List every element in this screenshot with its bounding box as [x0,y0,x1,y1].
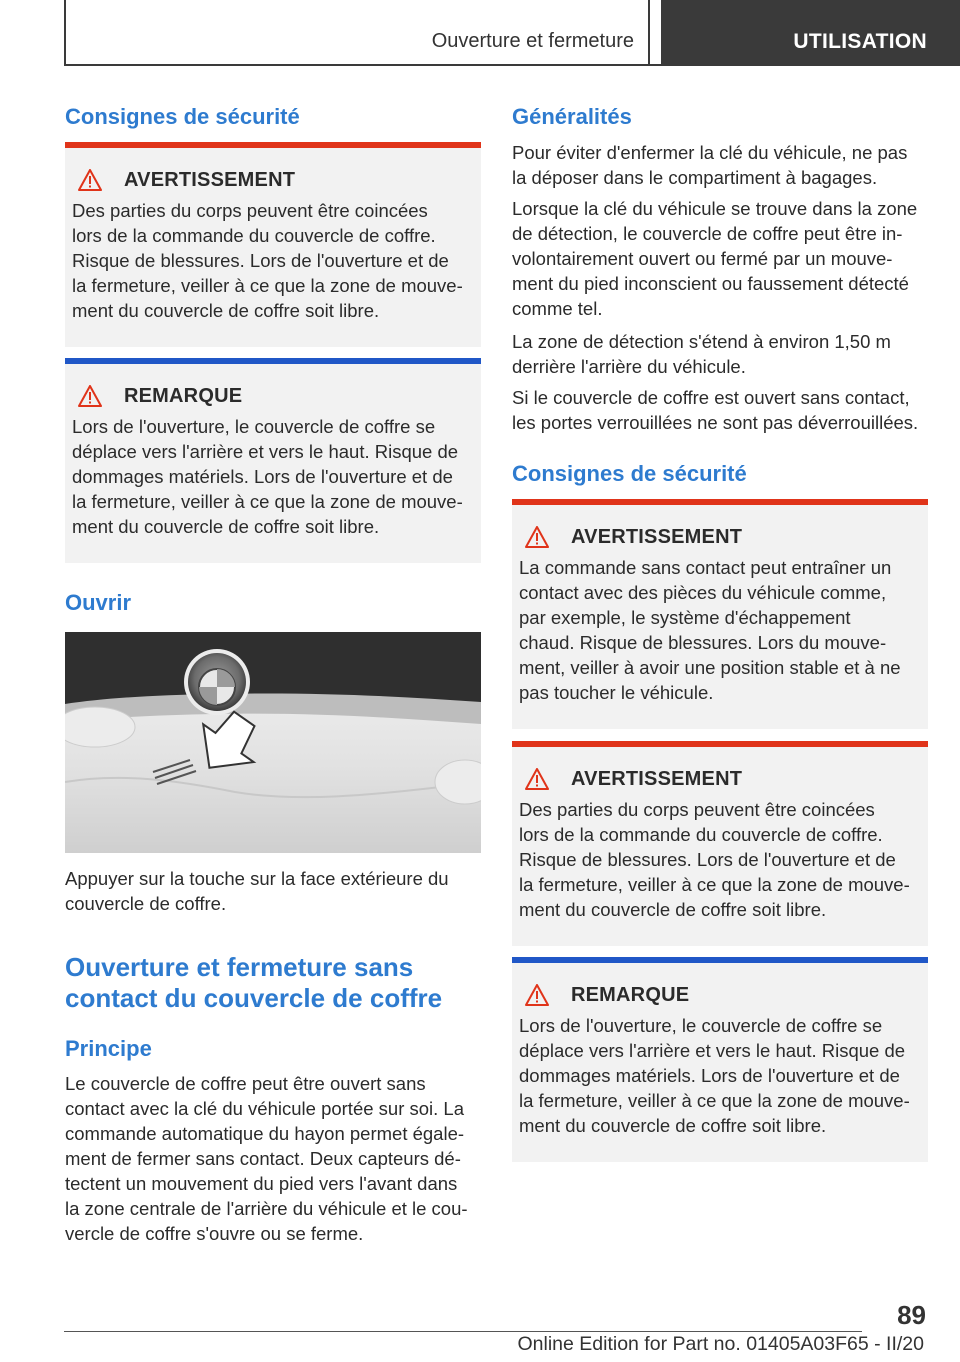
warning-triangle-icon [525,768,549,790]
edition-note: Online Edition for Part no. 01405A03F65 - II/20 [517,1333,924,1355]
warning-box-2 [512,499,928,729]
general-para-3: La zone de détection s'étend à environ 1,50 m derrière l'arrière du véhicule. [512,331,891,377]
note-text: Lors de l'ouverture, le couvercle de coffre se déplace vers l'arrière et vers le haut. Risque de dommages matériels. Lors de l'ouverture et de la fermeture, veiller à ce que la zone de mouve‐ ment du couvercle de coffre soit libre. [72,416,463,537]
warning-triangle-icon [525,984,549,1006]
note-box-2 [512,957,928,1162]
footer-rule [64,1331,862,1332]
warning-triangle-icon [525,526,549,548]
header-left-rule [64,0,66,66]
warning-title: AVERTISSEMENT [124,168,296,191]
open-paragraph: Appuyer sur la touche sur la face extérieure du couvercle de coffre. [65,868,449,914]
principle-heading: Principe [65,1036,152,1061]
section-title: Ouverture et fermeture [431,30,634,52]
note-bar [512,957,928,963]
note-title: REMARQUE [571,983,690,1006]
warning-box-1 [65,142,481,347]
trunk-button-image [65,632,481,853]
header-divider [648,0,650,66]
safety-heading-left: Consignes de sécurité [65,104,300,129]
warning-text: Des parties du corps peuvent être coincées lors de la commande du couvercle de coffre. Risque de blessures. Lors de l'ouverture et de la fermeture, veiller à ce que la zone de mouve‐ ment du couvercle de coffre soit libre. [519,799,910,920]
warning-triangle-icon [78,169,102,191]
general-heading: Généralités [512,104,632,129]
contactless-heading: Ouverture et fermeture sans contact du couvercle de coffre [65,952,443,1013]
header-rule [64,64,960,66]
general-para-4: Si le couvercle de coffre est ouvert sans contact, les portes verrouillées ne sont pas déverrouillées. [512,387,919,433]
note-bar [65,358,481,364]
warning-box-3 [512,741,928,946]
principle-paragraph: Le couvercle de coffre peut être ouvert sans contact avec la clé du véhicule portée sur soi. La commande automatique du hayon permet égale‐ ment de fermer sans contact. Deux capteurs dé‐ tectent un mouvement du pied vers l'avant dans la zone centrale de l'arrière du véhicule et le cou‐ vercle de coffre s'ouvre ou se ferme. [65,1073,468,1244]
page-number: 89 [897,1300,926,1330]
warning-text: La commande sans contact peut entraîner un contact avec des pièces du véhicule comme, par exemple, le système d'échappement chaud. Risque de blessures. Lors du mouve‐ ment, veiller à avoir une position stable et à ne pas toucher le véhicule. [519,557,901,703]
note-title: REMARQUE [124,384,243,407]
warning-bar [65,142,481,148]
warning-title: AVERTISSEMENT [571,767,743,790]
general-para-2: Lorsque la clé du véhicule se trouve dans la zone de détection, le couvercle de coffre peut être in‐ volontairement ouvert ou fermé par un mouve‐ ment du pied inconscient ou faussement détecté comme tel. [512,198,918,319]
safety-heading-right: Consignes de sécurité [512,461,747,486]
general-para-1: Pour éviter d'enfermer la clé du véhicule, ne pas la déposer dans le compartiment à bagages. [512,142,908,188]
warning-bar [512,499,928,505]
warning-triangle-icon [78,385,102,407]
warning-bar [512,741,928,747]
warning-title: AVERTISSEMENT [571,525,743,548]
chapter-title: UTILISATION [793,30,927,53]
chapter-tab [661,0,960,64]
note-text: Lors de l'ouverture, le couvercle de coffre se déplace vers l'arrière et vers le haut. Risque de dommages matériels. Lors de l'ouverture et de la fermeture, veiller à ce que la zone de mouve‐ ment du couvercle de coffre soit libre. [519,1015,910,1136]
warning-text: Des parties du corps peuvent être coincées lors de la commande du couvercle de coffre. Risque de blessures. Lors de l'ouverture et de la fermeture, veiller à ce que la zone de mouve‐ ment du couvercle de coffre soit libre. [72,200,463,321]
note-box-1 [65,358,481,563]
open-heading: Ouvrir [65,590,132,615]
